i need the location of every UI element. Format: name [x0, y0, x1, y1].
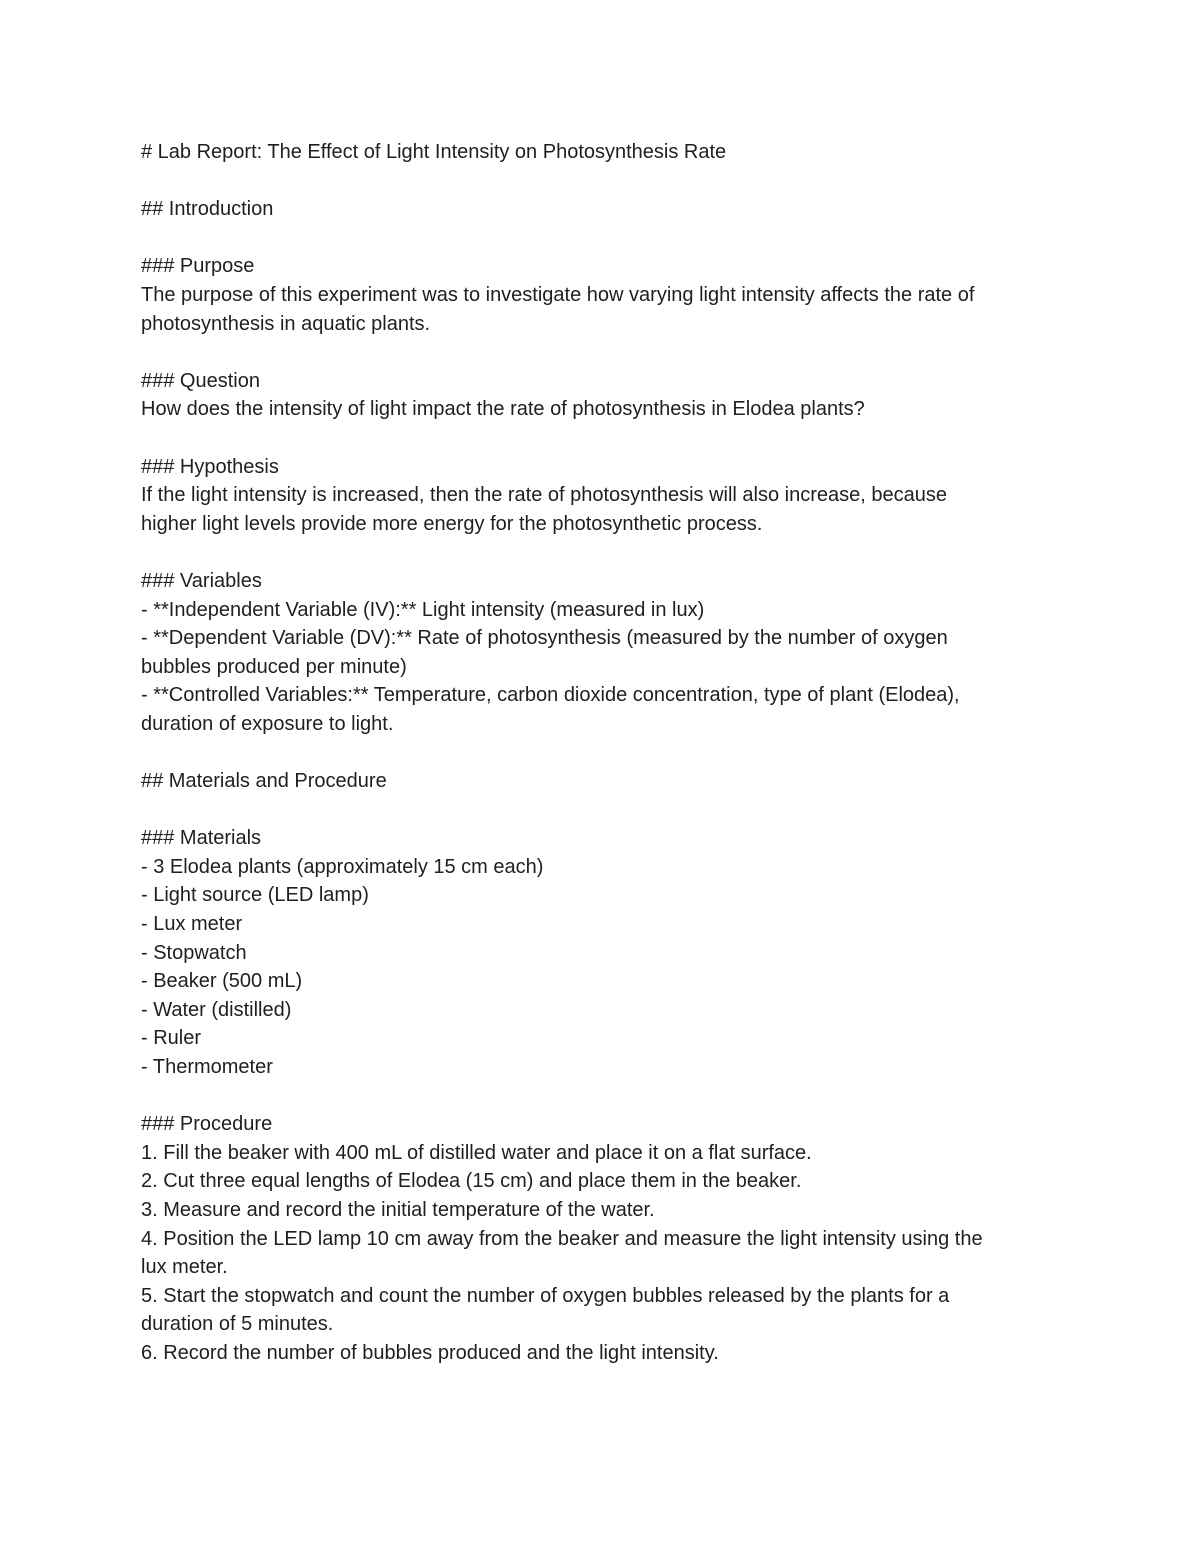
procedure-step-line: 6. Record the number of bubbles produced and the light intensity. — [141, 1341, 719, 1364]
subsection-heading-hypothesis: ### Hypothesis — [141, 455, 279, 478]
document-title: # Lab Report: The Effect of Light Intensity on Photosynthesis Rate — [141, 141, 727, 163]
procedure-step-line: 2. Cut three equal lengths of Elodea (15 cm) and place them in the beaker. — [141, 1170, 802, 1193]
variables-list-line: duration of exposure to light. — [141, 712, 394, 735]
materials-list-item: - 3 Elodea plants (approximately 15 cm each) — [141, 855, 544, 878]
procedure-step-line: 1. Fill the beaker with 400 mL of distilled water and place it on a flat surface. — [141, 1141, 812, 1164]
section-heading-introduction: ## Introduction — [141, 198, 274, 221]
blank-line — [141, 224, 1071, 253]
materials-list-item: - Water (distilled) — [141, 998, 292, 1021]
materials-list-item: - Stopwatch — [141, 941, 247, 964]
procedure-step-line: 4. Position the LED lamp 10 cm away from the beaker and measure the light intensity using the — [141, 1227, 983, 1250]
blank-line — [141, 338, 1071, 367]
subsection-heading-materials: ### Materials — [141, 827, 262, 850]
materials-list-item: - Light source (LED lamp) — [141, 884, 369, 907]
hypothesis-text-line: If the light intensity is increased, then the rate of photosynthesis will also increase, because — [141, 484, 948, 507]
materials-list-item: - Ruler — [141, 1027, 202, 1050]
blank-line — [141, 167, 1071, 196]
document-body — [141, 138, 1071, 1368]
subsection-heading-question: ### Question — [141, 369, 260, 392]
blank-line — [141, 796, 1071, 825]
section-heading-materials-procedure: ## Materials and Procedure — [141, 770, 387, 793]
materials-list-item: - Thermometer — [141, 1056, 273, 1078]
variables-list-line: - **Controlled Variables:** Temperature, carbon dioxide concentration, type of plant (Elodea), — [141, 684, 960, 707]
materials-list-item: - Lux meter — [141, 913, 243, 936]
procedure-step-line: lux meter. — [141, 1256, 228, 1279]
variables-list-line: - **Independent Variable (IV):** Light intensity (measured in lux) — [141, 598, 705, 621]
blank-line — [141, 738, 1071, 767]
variables-list-line: bubbles produced per minute) — [141, 655, 407, 678]
procedure-step-line: 5. Start the stopwatch and count the number of oxygen bubbles released by the plants for a — [141, 1284, 950, 1307]
purpose-text-line: photosynthesis in aquatic plants. — [141, 312, 431, 335]
question-text-line: How does the intensity of light impact the rate of photosynthesis in Elodea plants? — [141, 398, 865, 421]
hypothesis-text-line: higher light levels provide more energy for the photosynthetic process. — [141, 512, 763, 535]
subsection-heading-variables: ### Variables — [141, 569, 262, 592]
blank-line — [141, 424, 1071, 453]
procedure-step-line: 3. Measure and record the initial temperature of the water. — [141, 1198, 655, 1221]
subsection-heading-purpose: ### Purpose — [141, 255, 255, 278]
variables-list-line: - **Dependent Variable (DV):** Rate of photosynthesis (measured by the number of oxygen — [141, 627, 948, 650]
purpose-text-line: The purpose of this experiment was to investigate how varying light intensity affects the rate of — [141, 283, 975, 306]
materials-list-item: - Beaker (500 mL) — [141, 970, 303, 993]
subsection-heading-procedure: ### Procedure — [141, 1113, 273, 1136]
blank-line — [141, 1082, 1071, 1111]
blank-line — [141, 538, 1071, 567]
procedure-step-line: duration of 5 minutes. — [141, 1313, 334, 1336]
